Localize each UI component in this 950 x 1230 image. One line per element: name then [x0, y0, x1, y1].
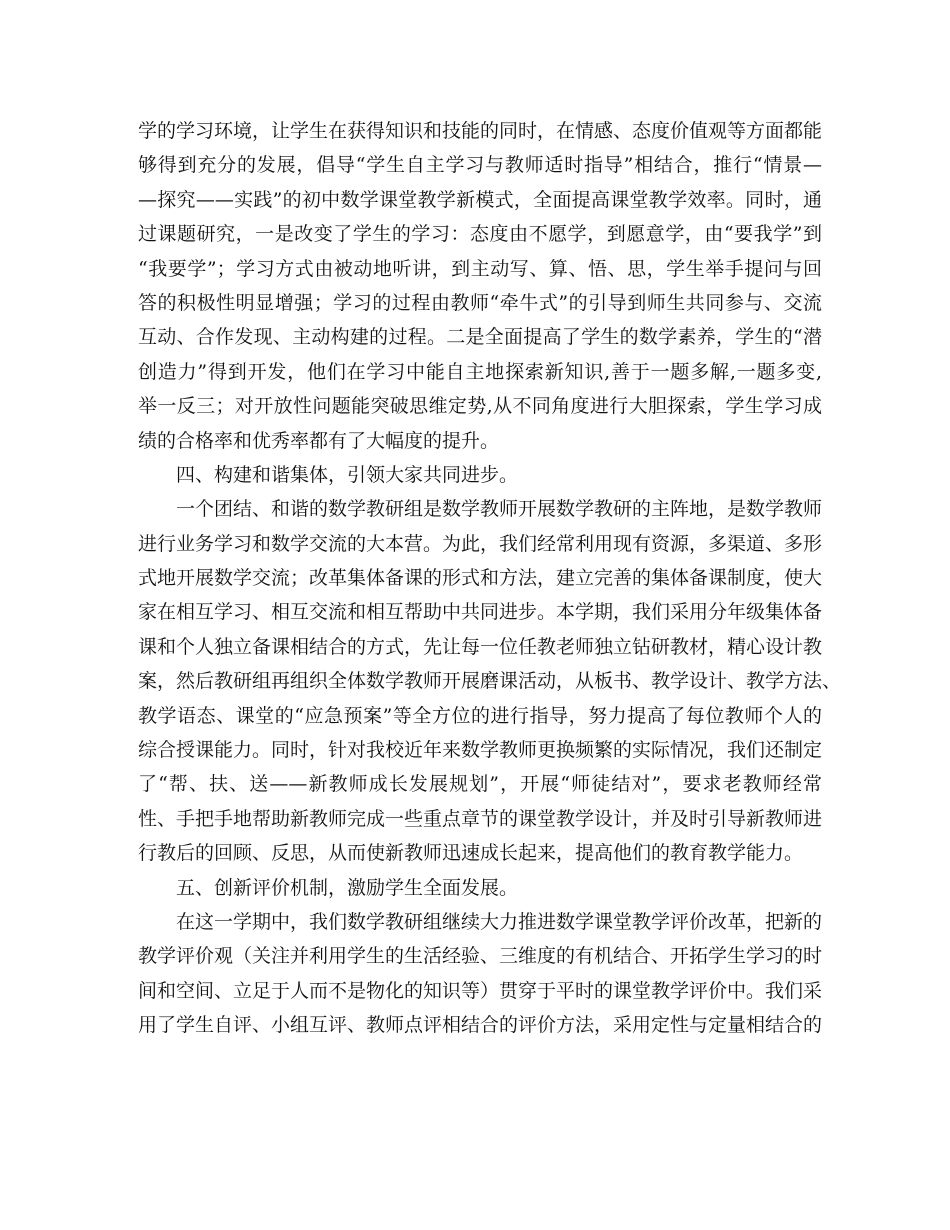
text-line: 家在相互学习、相互交流和相互帮助中共同进步。本学期，我们采用分年级集体备 — [138, 601, 823, 624]
text-line: 案，然后教研组再组织全体数学教师开展磨课活动，从板书、教学设计、教学方法、 — [138, 670, 842, 693]
text-line: 创造力”得到开发，他们在学习中能自主地探索新知识,善于一题多解,一题多变, — [138, 360, 822, 383]
text-line: 答的积极性明显增强；学习的过程由教师“牵牛式”的引导到师生共同参与、交流 — [138, 291, 822, 314]
text-line: 了“帮、扶、送——新教师成长发展规划”，开展“师徒结对”，要求老教师经常 — [138, 773, 822, 796]
text-line: 式地开展数学交流；改革集体备课的形式和方法，建立完善的集体备课制度，使大 — [138, 567, 823, 590]
text-line: 教学语态、课堂的“应急预案”等全方位的进行指导，努力提高了每位教师个人的 — [138, 704, 822, 727]
text-line: 学的学习环境，让学生在获得知识和技能的同时，在情感、态度价值观等方面都能 — [138, 120, 823, 142]
text-line: 一个团结、和谐的数学教研组是数学教师开展数学教研的主阵地，是数学教师 — [176, 498, 823, 521]
text-line: 间和空间、立足于人而不是物化的知识等）贯穿于平时的课堂教学评价中。我们采 — [138, 979, 823, 1002]
text-line: 四、构建和谐集体，引领大家共同进步。 — [176, 463, 519, 486]
text-line: 五、创新评价机制，激励学生全面发展。 — [176, 876, 519, 899]
text-line: 在这一学期中，我们数学教研组继续大力推进数学课堂教学评价改革，把新的 — [176, 910, 823, 933]
paragraph-team-building — [138, 492, 842, 870]
text-line: 进行业务学习和数学交流的大本营。为此，我们经常利用现有资源，多渠道、多形 — [138, 532, 823, 555]
heading-section-five — [138, 871, 822, 905]
text-line: 课和个人独立备课相结合的方式，先让每一位任教老师独立钻研教材，精心设计教 — [138, 635, 823, 658]
text-line: 绩的合格率和优秀率都有了大幅度的提升。 — [138, 429, 500, 452]
text-line: 综合授课能力。同时，针对我校近年来数学教师更换频繁的实际情况，我们还制定 — [138, 739, 823, 762]
text-line: 够得到充分的发展，倡导“学生自主学习与教师适时指导”相结合，推行“情景— — [138, 154, 822, 177]
text-line: 举一反三；对开放性问题能突破思维定势,从不同角度进行大胆探索，学生学习成 — [138, 395, 822, 418]
text-line: 用了学生自评、小组互评、教师点评相结合的评价方法，采用定性与定量相结合的 — [138, 1014, 823, 1037]
paragraph-student-growth — [138, 114, 822, 458]
paragraph-evaluation-reform — [138, 905, 822, 1043]
text-line: 性、手把手地帮助新教师完成一些重点章节的课堂教学设计，并及时引导新教师进 — [138, 807, 823, 830]
text-line: “我要学”；学习方式由被动地听讲，到主动写、算、悟、思，学生举手提问与回 — [138, 257, 822, 280]
text-line: 互动、合作发现、主动构建的过程。二是全面提高了学生的数学素养，学生的“潜 — [138, 326, 822, 349]
text-line: 行教后的回顾、反思，从而使新教师迅速成长起来，提高他们的教育教学能力。 — [138, 842, 804, 865]
text-line: —探究——实践”的初中数学课堂教学新模式，全面提高课堂教学效率。同时，通 — [138, 188, 822, 211]
document-body — [138, 114, 842, 1043]
text-line: 过课题研究，一是改变了学生的学习：态度由不愿学，到愿意学，由“要我学”到 — [138, 223, 822, 246]
text-line: 教学评价观（关注并利用学生的生活经验、三维度的有机结合、开拓学生学习的时 — [138, 945, 823, 968]
heading-section-four — [138, 458, 822, 492]
